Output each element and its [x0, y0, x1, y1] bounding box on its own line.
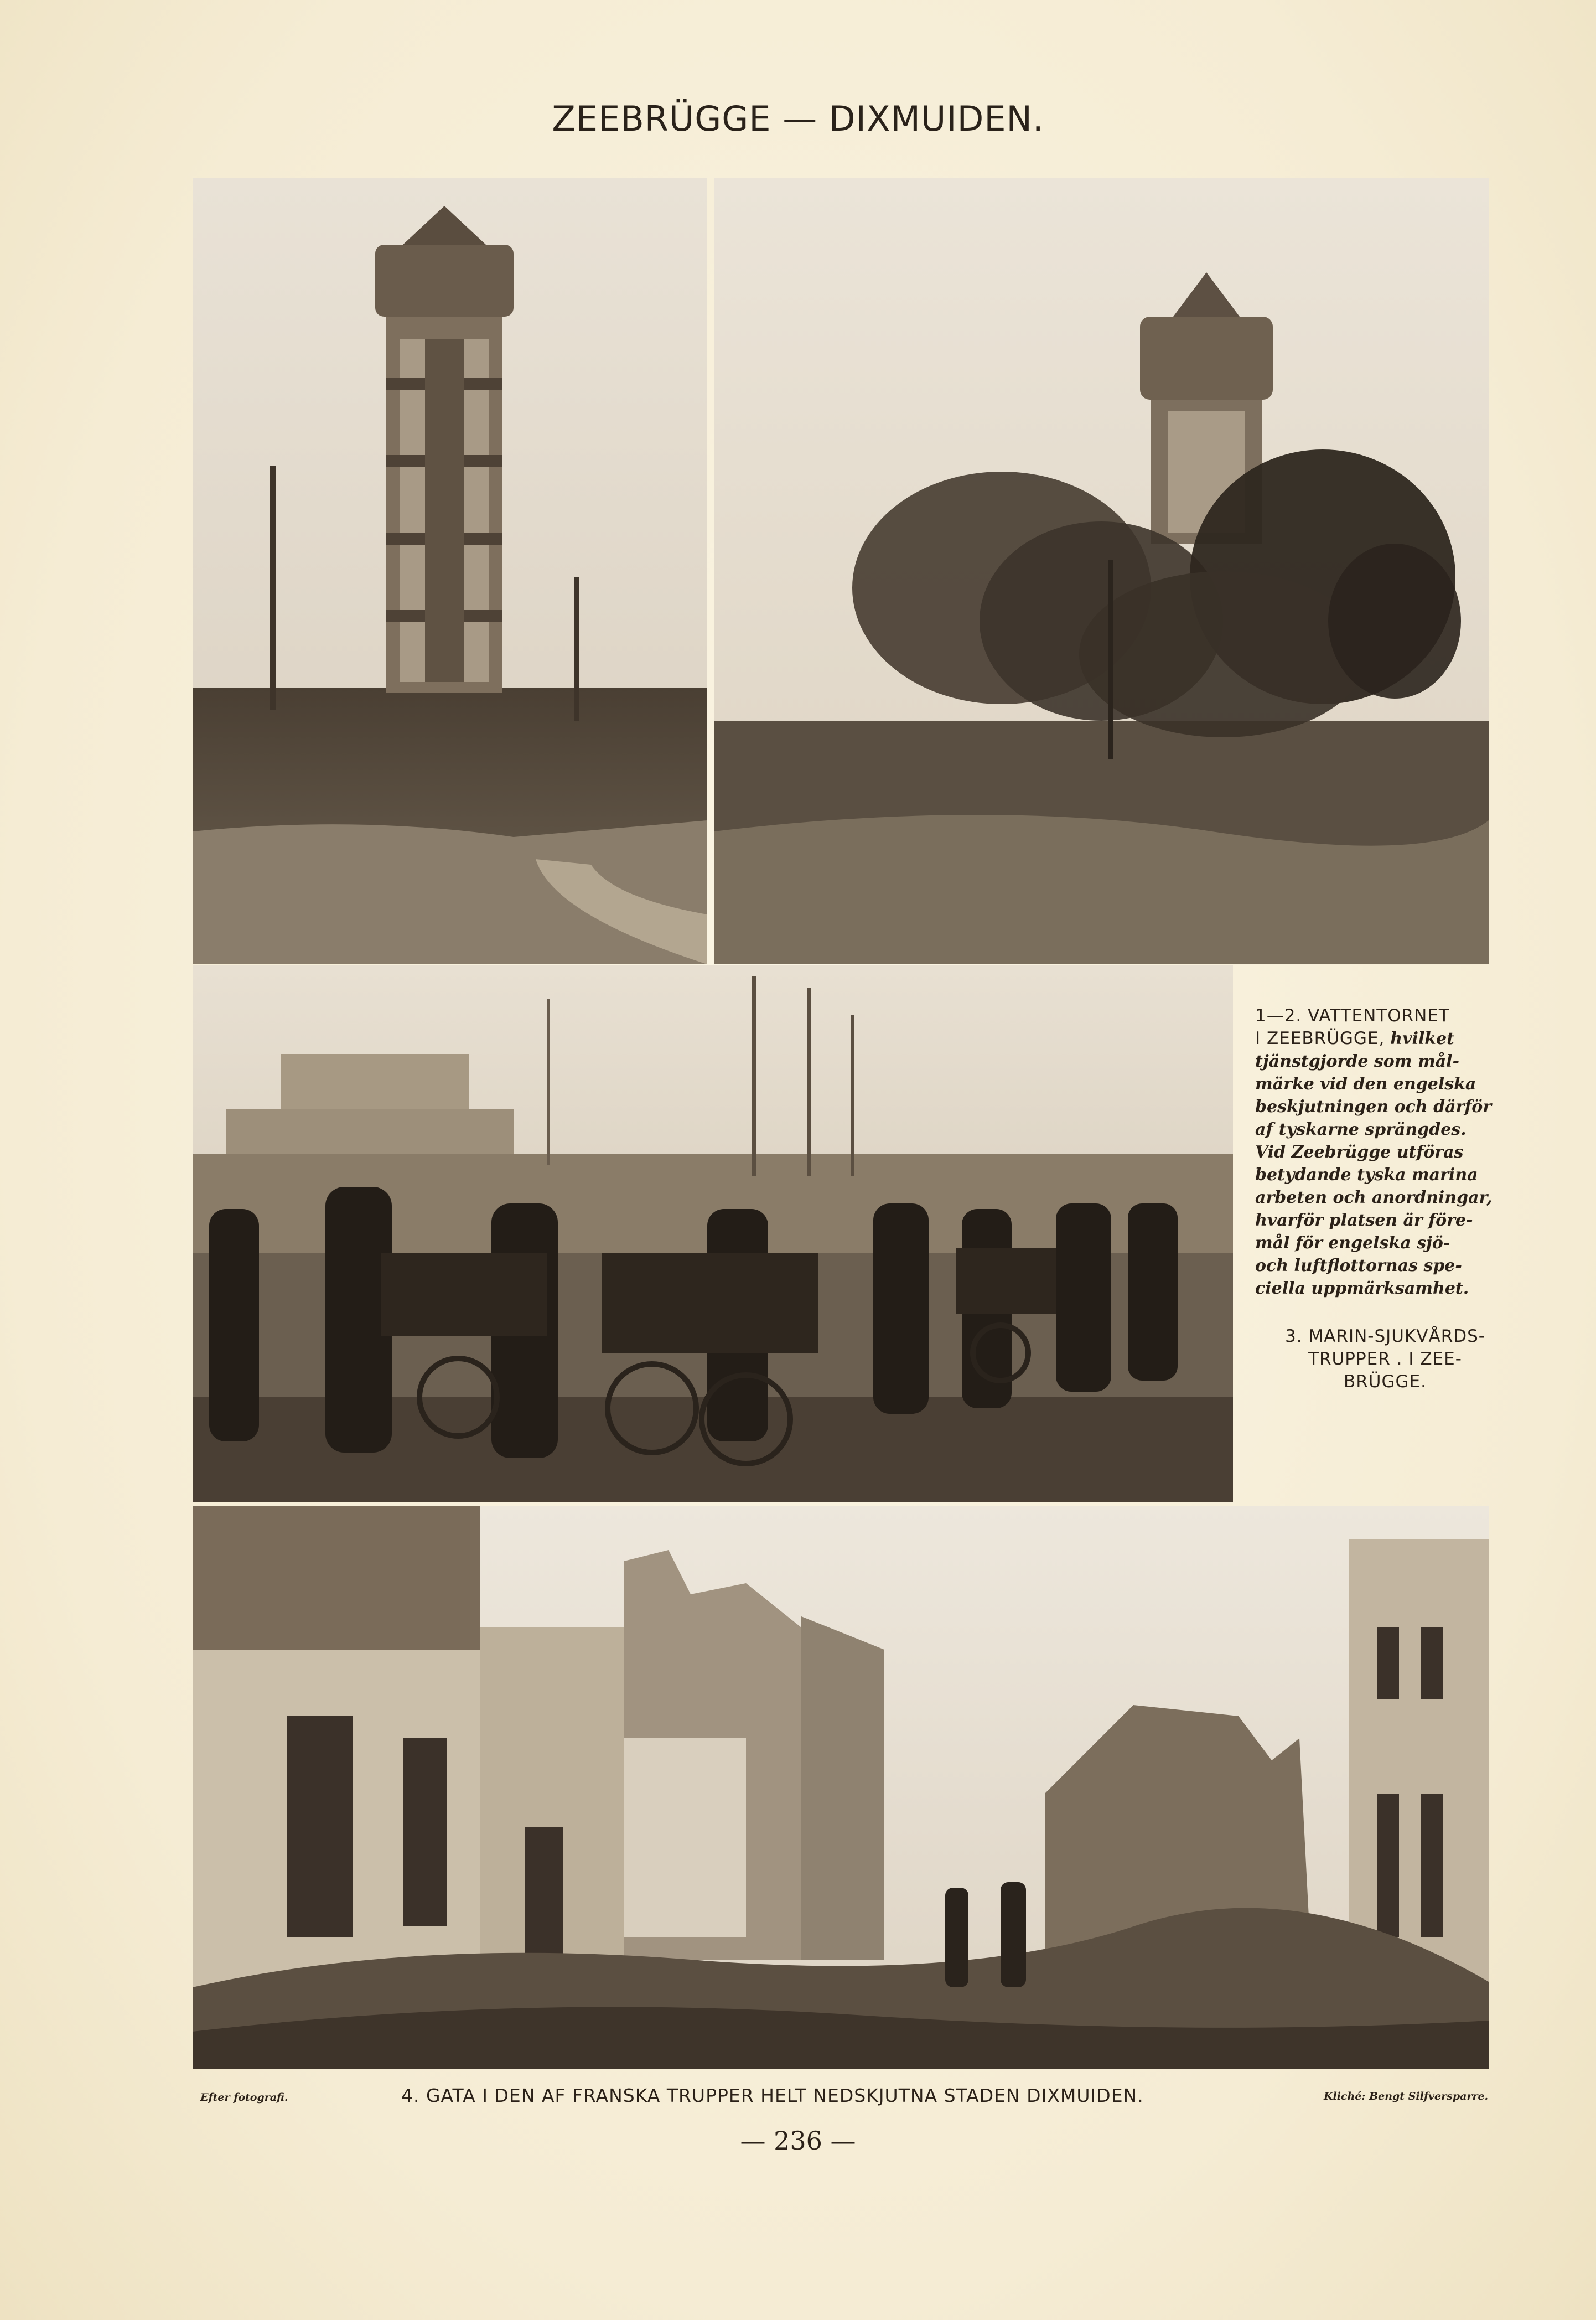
caption-1-2-text: hvilket — [1390, 1029, 1455, 1048]
page-number: — 236 — — [740, 2126, 856, 2156]
photo-ruined-street — [193, 1506, 1489, 2069]
caption-1-2-text: och luftflottornas spe- — [1255, 1256, 1462, 1275]
photo-water-tower — [193, 178, 707, 964]
caption-1-2-text: Vid Zeebrügge utföras — [1255, 1143, 1464, 1162]
caption-1-2-heading-line2: I ZEEBRÜGGE, — [1255, 1029, 1385, 1048]
photo-credit: Efter fotografi. — [200, 2091, 288, 2104]
caption-1-2-text: märke vid den engelska — [1255, 1074, 1476, 1094]
caption-3 — [1255, 1325, 1515, 1393]
caption-3-line2: TRUPPER . I ZEE- — [1308, 1349, 1462, 1369]
caption-3-line1: 3. MARIN-SJUKVÅRDS- — [1285, 1326, 1485, 1346]
caption-1-2-heading-line1: 1—2. VATTENTORNET — [1255, 1006, 1450, 1026]
caption-1-2-text: tjänstgjorde som mål- — [1255, 1052, 1459, 1071]
caption-1-2-text: betydande tyska marina — [1255, 1165, 1478, 1185]
caption-3-line3: BRÜGGE. — [1344, 1372, 1427, 1392]
photo-medical-troops — [193, 965, 1233, 1502]
caption-photos-1-3 — [1255, 1005, 1515, 1393]
page-title: ZEEBRÜGGE — DIXMUIDEN. — [552, 99, 1044, 139]
caption-1-2-text: hvarför platsen är före- — [1255, 1211, 1473, 1230]
caption-1-2-text: mål för engelska sjö- — [1255, 1233, 1450, 1253]
caption-1-2-text: af tyskarne sprängdes. — [1255, 1120, 1467, 1139]
caption-4: 4. GATA I DEN AF FRANSKA TRUPPER HELT NEDSKJUTNA STADEN DIXMUIDEN. — [401, 2085, 1144, 2106]
cliche-credit: Kliché: Bengt Silfversparre. — [1324, 2090, 1489, 2102]
caption-1-2-text: beskjutningen och därför — [1255, 1097, 1492, 1117]
caption-1-2-text: ciella uppmärksamhet. — [1255, 1279, 1469, 1298]
photo-tower-explosion — [714, 178, 1489, 964]
caption-1-2-text: arbeten och anordningar, — [1255, 1188, 1493, 1207]
